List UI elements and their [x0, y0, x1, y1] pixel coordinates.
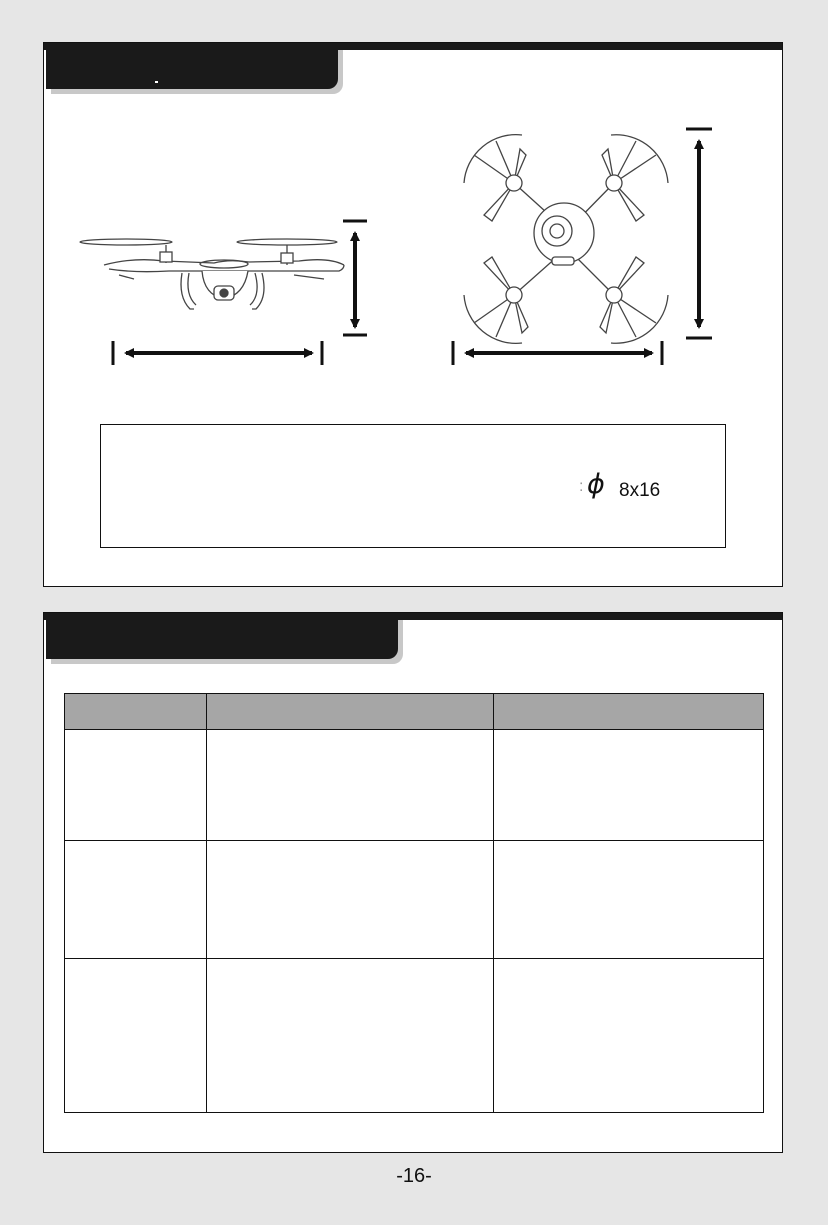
- dimensions-panel: [43, 42, 783, 587]
- width-dimension-arrow-top: [453, 341, 662, 365]
- diameter-symbol: ϕ: [587, 469, 605, 500]
- motor-spec-box: [100, 424, 726, 548]
- troubleshooting-table: [64, 693, 764, 1113]
- table-cell: [494, 841, 764, 959]
- drone-top-view: [464, 135, 668, 344]
- table-cell: [65, 730, 207, 841]
- table-cell: [65, 841, 207, 959]
- table-row: [65, 959, 764, 1113]
- drone-side-view: [80, 239, 344, 309]
- header-cell: [494, 694, 764, 730]
- table-row: [65, 730, 764, 841]
- troubleshooting-panel: [43, 612, 783, 1153]
- table-cell: [65, 959, 207, 1113]
- spec-separator: :: [579, 478, 584, 495]
- height-dimension-arrow-top: [686, 129, 712, 338]
- motor-size-value: 8x16: [619, 480, 661, 501]
- table-cell: [494, 959, 764, 1113]
- table-cell: [206, 730, 494, 841]
- table-cell: [206, 959, 494, 1113]
- width-dimension-arrow-side: [113, 341, 322, 365]
- header-cell: [206, 694, 494, 730]
- height-dimension-arrow-side: [343, 221, 367, 335]
- table-header-row: [65, 694, 764, 730]
- troubleshooting-section-header: [46, 615, 398, 659]
- page-number: -16-: [396, 1165, 432, 1187]
- table-cell: [494, 730, 764, 841]
- table-cell: [206, 841, 494, 959]
- table-row: [65, 841, 764, 959]
- header-cell: [65, 694, 207, 730]
